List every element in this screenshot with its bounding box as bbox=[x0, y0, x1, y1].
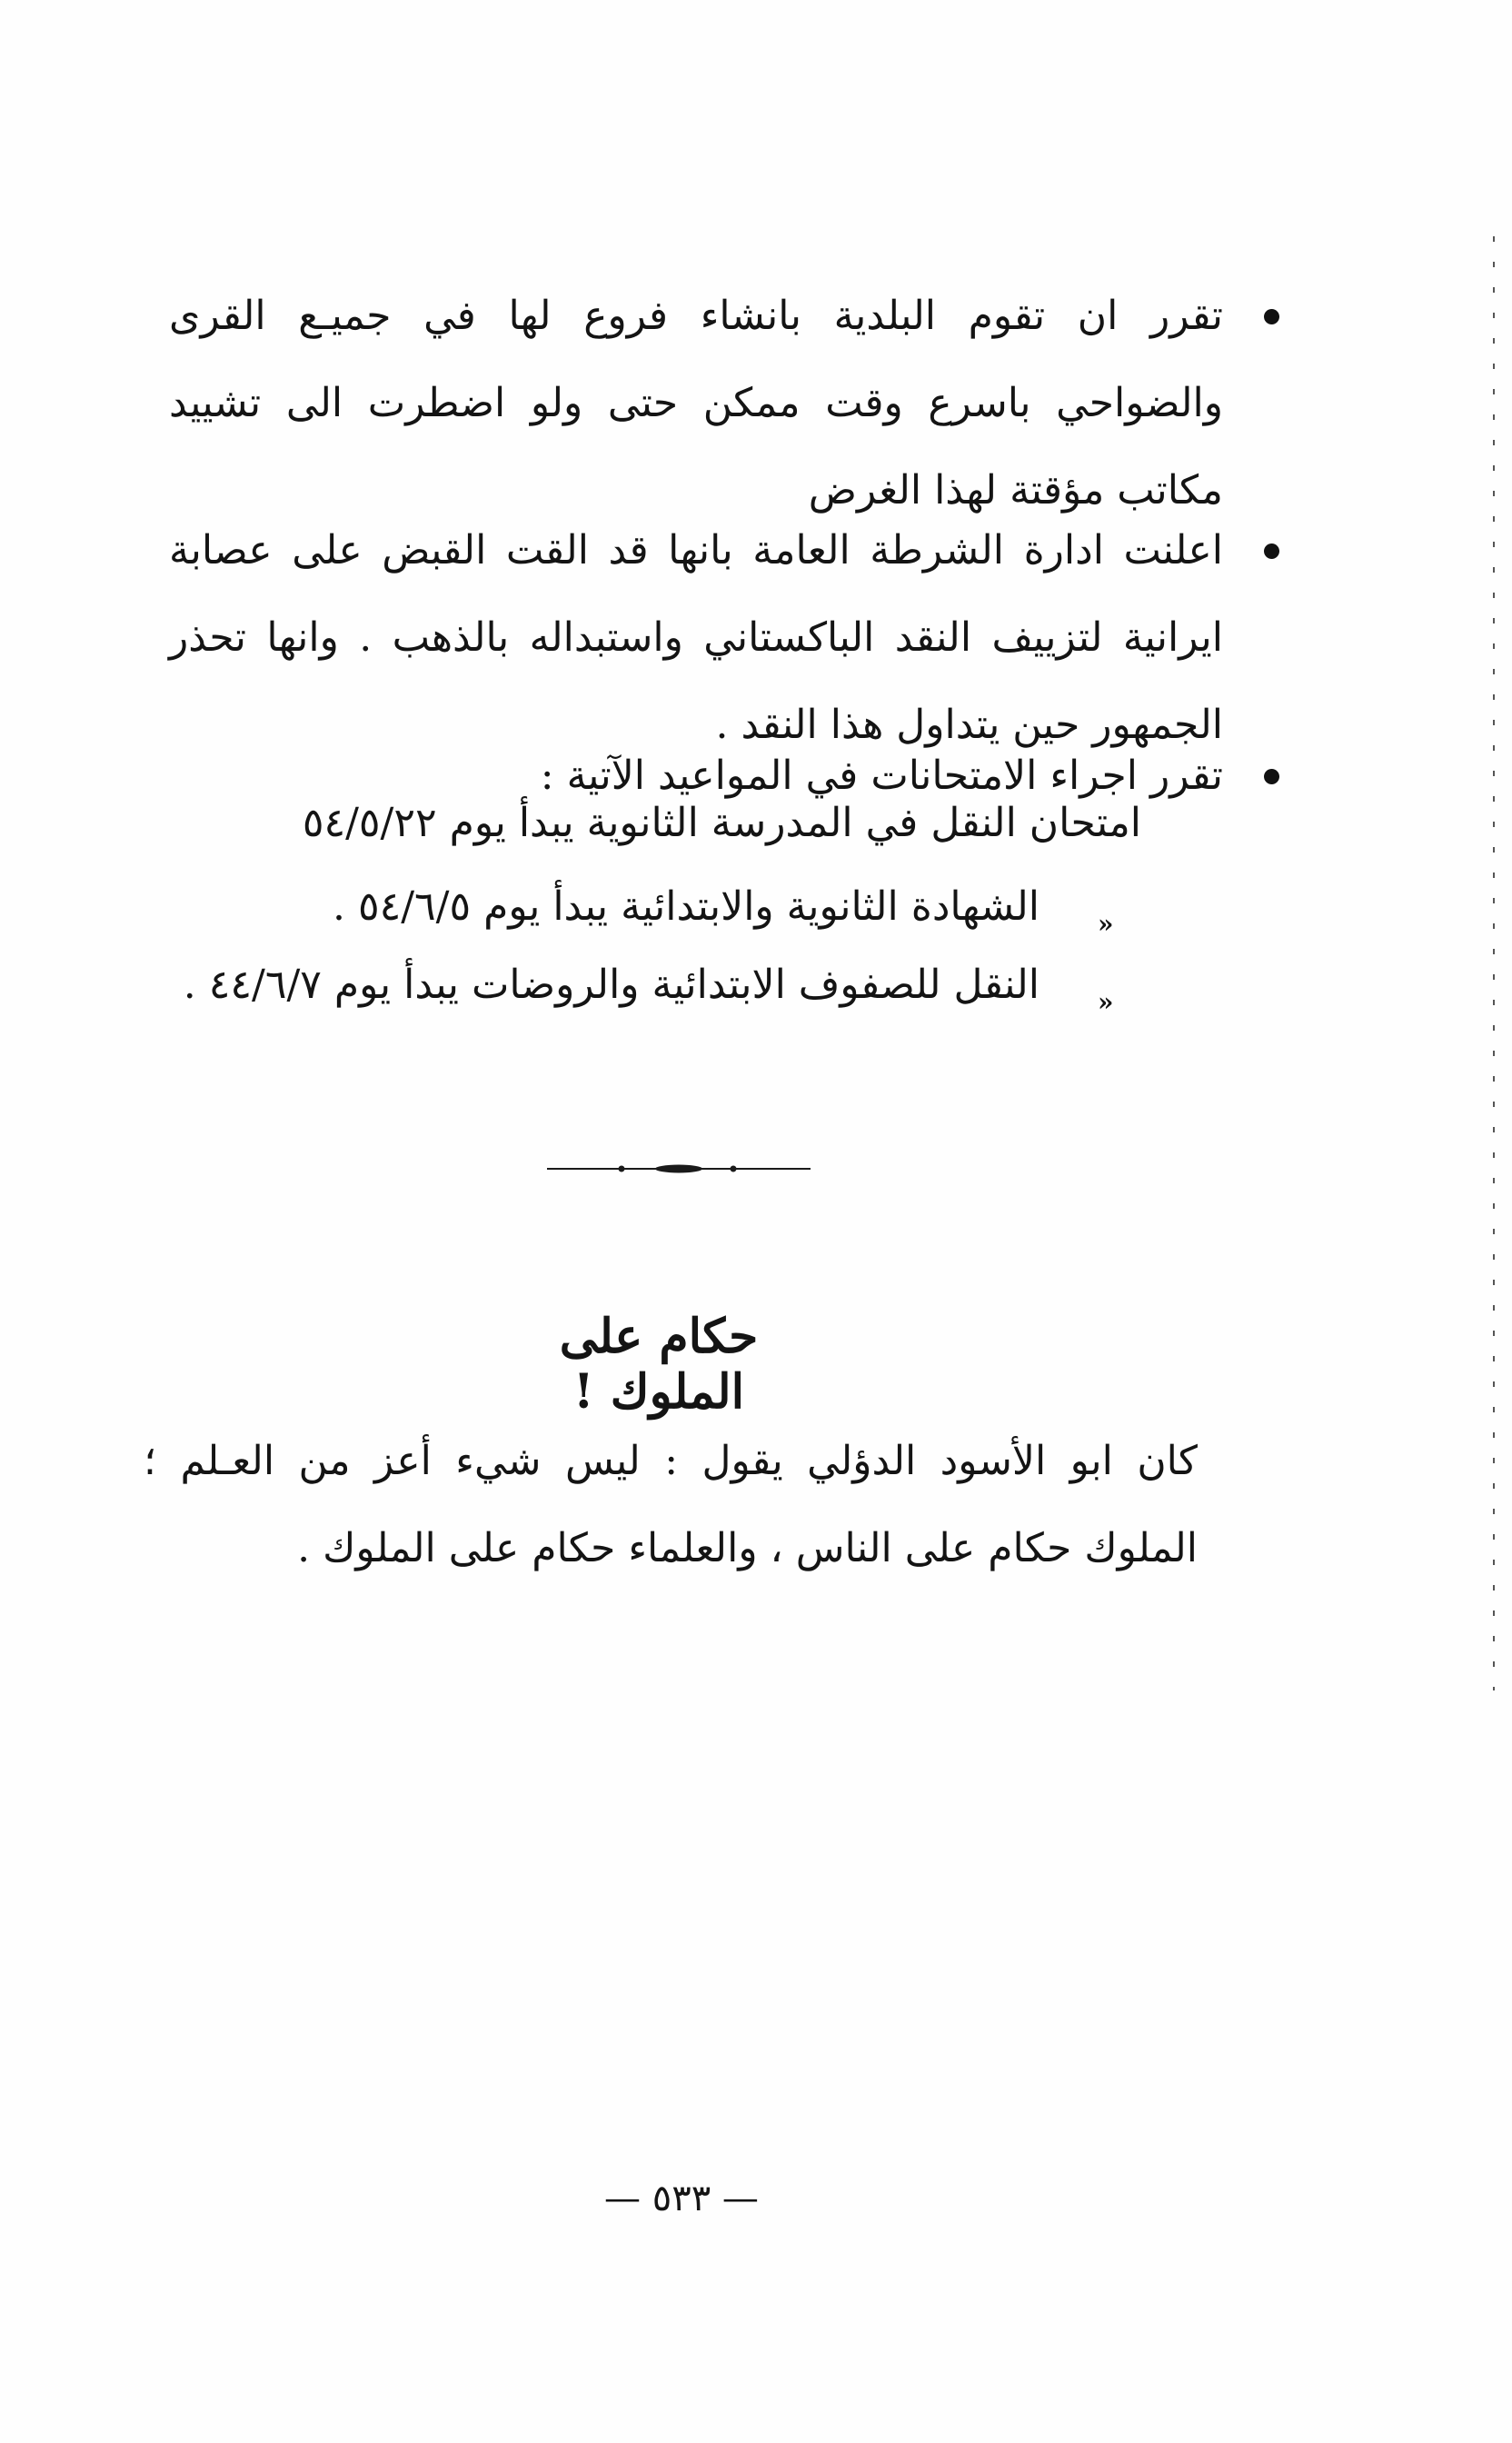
bullet-dot-icon bbox=[1264, 769, 1279, 784]
exam-schedule-heading: امتحان النقل في المدرسة الثانوية يبدأ يوم ٥٤/٥/٢٢ bbox=[302, 800, 1141, 846]
exam-schedule-item: الشهادة الثانوية والابتدائية يبدأ يوم ٥٤/٦/٥ . bbox=[332, 883, 1040, 930]
bullet-text: اعلنت ادارة الشرطة العامة بانها قد القت القبض على عصابة ايرانية لتزييف النقد الباكستاني واستبداله بالذهب . وانها تحذر الجمهور حين يتداول هذا النقد . bbox=[169, 527, 1223, 748]
ditto-mark: » bbox=[1098, 987, 1114, 1017]
quote-paragraph: كان ابو الأسود الدؤلي يقول : ليس شيء أعز من العـلم ؛ الملوك حكام على الناس ، والعلماء حكام على الملوك . bbox=[144, 1438, 1198, 1571]
bullet-item-municipality bbox=[169, 273, 1223, 534]
page-number: — ٥٣٣ — bbox=[604, 2178, 759, 2219]
section-title: حكام على الملوك ! bbox=[559, 1309, 759, 1420]
bullet-text: تقرر ان تقوم البلدية بانشاء فروع لها في جميـع القرى والضواحي باسرع وقت ممكن حتى ولو اضطرت الى تشييد مكاتب مؤقتة لهذا الغرض bbox=[169, 293, 1223, 514]
exam-schedule-item: النقل للصفوف الابتدائية والروضات يبدأ يوم ٤٤/٦/٧ . bbox=[183, 962, 1040, 1008]
bullet-text: تقرر اجراء الامتحانات في المواعيد الآتية : bbox=[540, 753, 1223, 799]
scan-edge-marks bbox=[1492, 236, 1496, 1690]
bullet-item-police bbox=[169, 507, 1223, 769]
ditto-mark: » bbox=[1098, 909, 1114, 939]
bullet-dot-icon bbox=[1264, 543, 1279, 559]
bullet-dot-icon bbox=[1264, 309, 1279, 324]
ornamental-divider bbox=[547, 1163, 811, 1174]
